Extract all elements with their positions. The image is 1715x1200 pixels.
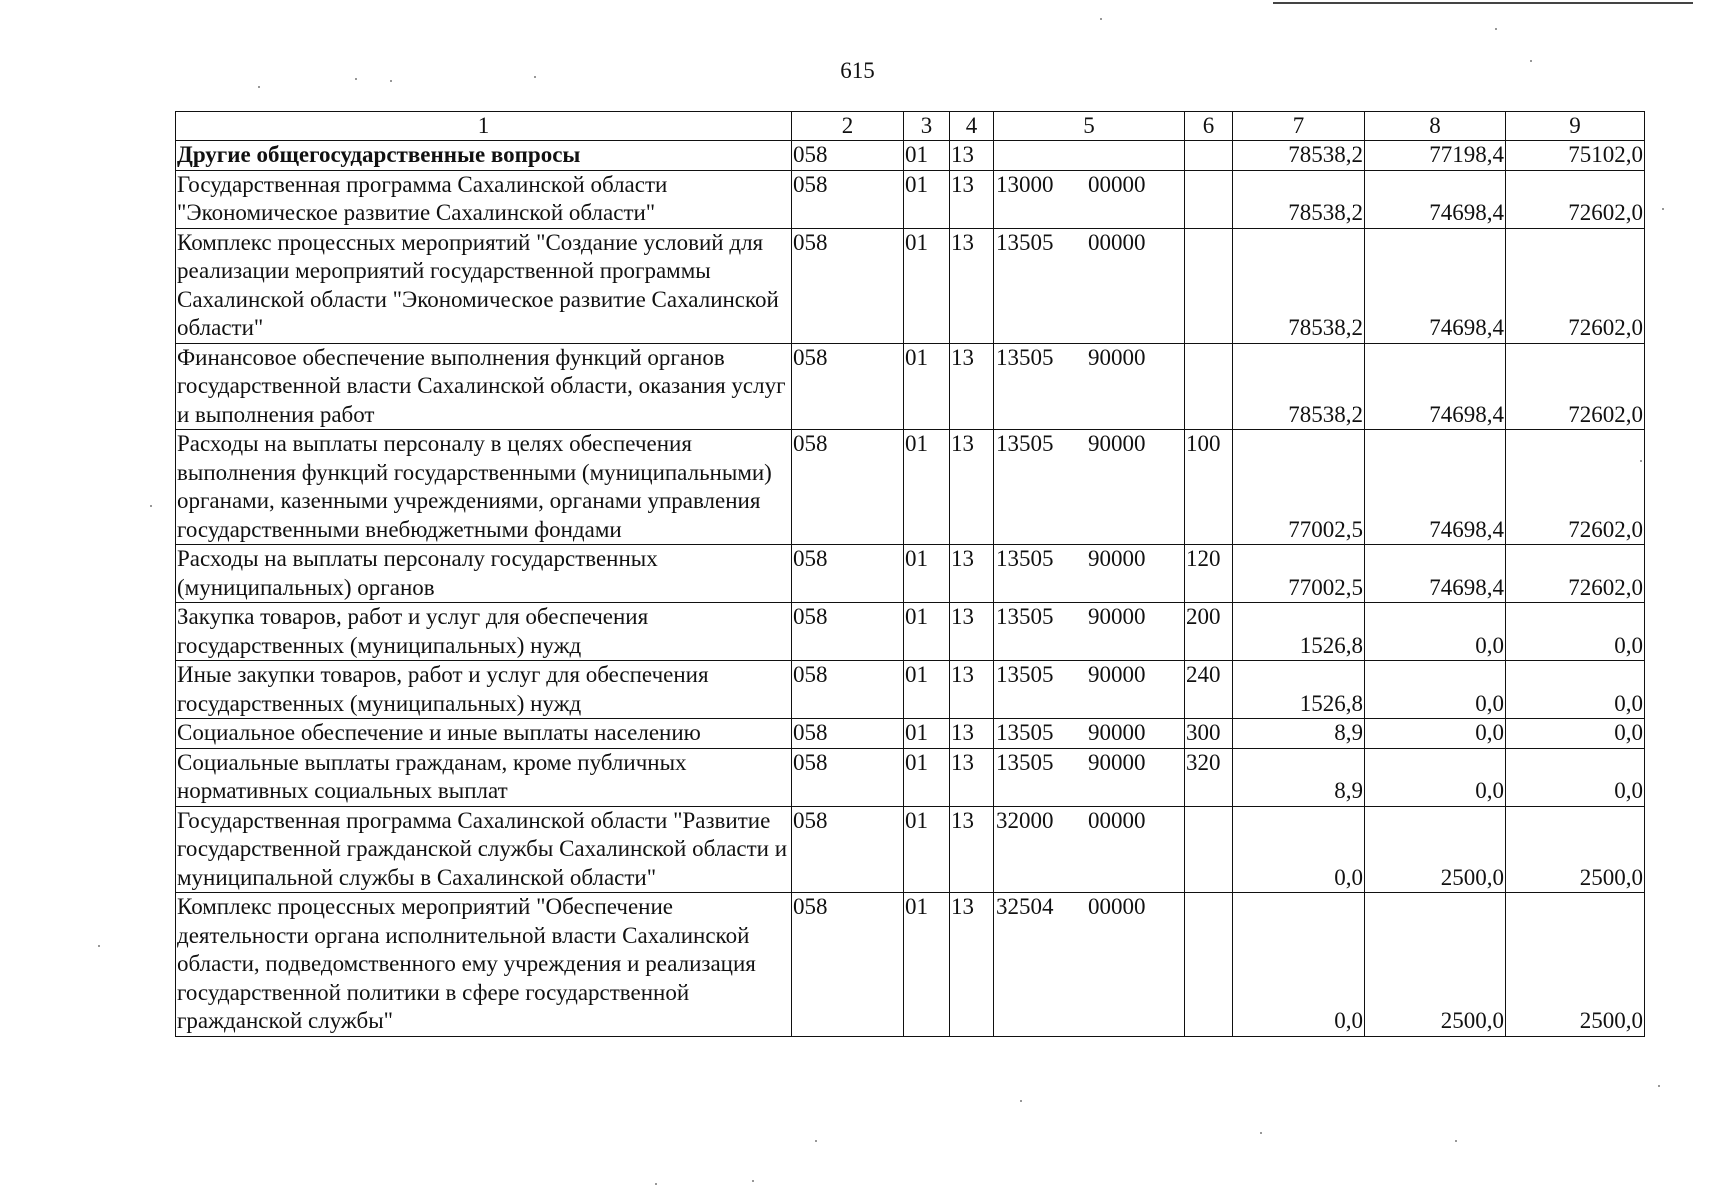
table-row: [176, 806, 1645, 893]
amount-col9: 0,0: [1506, 748, 1645, 806]
table-row: [176, 748, 1645, 806]
cell-col2: 058: [792, 430, 904, 545]
cell-col5-target-article: [994, 228, 1185, 343]
scan-speck: [1495, 28, 1497, 30]
scan-speck: [1640, 460, 1642, 462]
target-article-direction-code: 90000: [1088, 662, 1146, 687]
amount-col8: 0,0: [1365, 603, 1506, 661]
row-name: Социальные выплаты гражданам, кроме публичных нормативных социальных выплат: [176, 748, 792, 806]
cell-col6: 320: [1185, 748, 1233, 806]
cell-col2: 058: [792, 893, 904, 1037]
scan-speck: [390, 80, 392, 82]
target-article-direction-code: 90000: [1088, 604, 1146, 629]
cell-col6: 200: [1185, 603, 1233, 661]
amount-col7: 78538,2: [1233, 343, 1365, 430]
amount-col7: 0,0: [1233, 893, 1365, 1037]
scan-speck: [1658, 1085, 1660, 1087]
table-row: [176, 430, 1645, 545]
target-article-direction-code: 00000: [1088, 894, 1146, 919]
amount-col7: 1526,8: [1233, 603, 1365, 661]
cell-col5-target-article: [994, 661, 1185, 719]
scan-speck: [150, 505, 152, 507]
amount-col7: 77002,5: [1233, 545, 1365, 603]
target-article-program-code: 13000: [996, 171, 1054, 197]
amount-col9: 0,0: [1506, 661, 1645, 719]
scan-speck: [1260, 1132, 1262, 1134]
cell-col3: 01: [904, 141, 950, 171]
cell-col2: 058: [792, 719, 904, 749]
scan-speck: [98, 945, 100, 947]
column-header-8: 8: [1365, 112, 1506, 141]
cell-col2: 058: [792, 806, 904, 893]
cell-col4: 13: [950, 748, 994, 806]
cell-col3: 01: [904, 806, 950, 893]
cell-col2: 058: [792, 603, 904, 661]
table-row: [176, 141, 1645, 171]
cell-col4: 13: [950, 170, 994, 228]
cell-col4: 13: [950, 719, 994, 749]
cell-col2: 058: [792, 343, 904, 430]
cell-col6: [1185, 141, 1233, 171]
target-article-program-code: 32000: [996, 807, 1054, 833]
row-name: Государственная программа Сахалинской области "Экономическое развитие Сахалинской области": [176, 170, 792, 228]
scan-speck: [1020, 1100, 1022, 1102]
target-article-program-code: 13505: [996, 720, 1054, 745]
cell-col3: 01: [904, 228, 950, 343]
column-header-9: 9: [1506, 112, 1645, 141]
amount-col9: 0,0: [1506, 719, 1645, 749]
amount-col8: 74698,4: [1365, 170, 1506, 228]
cell-col3: 01: [904, 603, 950, 661]
column-header-3: 3: [904, 112, 950, 141]
row-name: Финансовое обеспечение выполнения функций органов государственной власти Сахалинской области, оказания услуг и выполнения работ: [176, 343, 792, 430]
target-article-direction-code: 90000: [1088, 720, 1146, 745]
target-article-direction-code: 90000: [1088, 344, 1146, 370]
amount-col7: 78538,2: [1233, 141, 1365, 171]
amount-col9: 75102,0: [1506, 141, 1645, 171]
budget-table: [175, 111, 1645, 1037]
column-header-4: 4: [950, 112, 994, 141]
cell-col3: 01: [904, 343, 950, 430]
cell-col5-target-article: [994, 545, 1185, 603]
scan-speck: [1530, 60, 1532, 62]
row-name: Государственная программа Сахалинской области "Развитие государственной гражданской службы Сахалинской области и муниципальной службы в Сахалинской области": [176, 806, 792, 893]
scan-speck: [355, 78, 357, 80]
scan-speck: [815, 1140, 817, 1142]
cell-col4: 13: [950, 661, 994, 719]
amount-col7: 78538,2: [1233, 228, 1365, 343]
cell-col3: 01: [904, 170, 950, 228]
row-name: Социальное обеспечение и иные выплаты населению: [176, 719, 792, 749]
cell-col5-target-article: [994, 893, 1185, 1037]
cell-col5-target-article: [994, 603, 1185, 661]
target-article-program-code: 13505: [996, 229, 1054, 255]
amount-col8: 74698,4: [1365, 545, 1506, 603]
target-article-direction-code: 90000: [1088, 546, 1146, 571]
cell-col5-target-article: [994, 806, 1185, 893]
table-body: [176, 112, 1645, 1037]
amount-col9: 2500,0: [1506, 893, 1645, 1037]
target-article-direction-code: 00000: [1088, 807, 1146, 833]
row-name: Комплекс процессных мероприятий "Создание условий для реализации мероприятий государственной программы Сахалинской области "Экономическое развитие Сахалинской области": [176, 228, 792, 343]
amount-col7: 8,9: [1233, 748, 1365, 806]
cell-col6: 120: [1185, 545, 1233, 603]
cell-col5-target-article: [994, 430, 1185, 545]
table-row: [176, 719, 1645, 749]
cell-col3: 01: [904, 661, 950, 719]
amount-col9: 72602,0: [1506, 343, 1645, 430]
header-row: [176, 112, 1645, 141]
amount-col8: 0,0: [1365, 748, 1506, 806]
table-row: [176, 228, 1645, 343]
cell-col4: 13: [950, 430, 994, 545]
page-number: 615: [840, 58, 875, 83]
column-header-1: 1: [176, 112, 792, 141]
cell-col3: 01: [904, 893, 950, 1037]
amount-col7: 0,0: [1233, 806, 1365, 893]
cell-col2: 058: [792, 170, 904, 228]
cell-col6: [1185, 228, 1233, 343]
cell-col6: 240: [1185, 661, 1233, 719]
amount-col9: 72602,0: [1506, 430, 1645, 545]
row-name: Расходы на выплаты персоналу в целях обеспечения выполнения функций государственными (муниципальными) органами, казенными учреждениями, органами управления государственными внебюджетными фондами: [176, 430, 792, 545]
cell-col2: 058: [792, 228, 904, 343]
target-article-program-code: 13505: [996, 344, 1054, 370]
cell-col6: [1185, 806, 1233, 893]
amount-col8: 0,0: [1365, 661, 1506, 719]
table-row: [176, 545, 1645, 603]
row-name: Другие общегосударственные вопросы: [176, 141, 792, 171]
column-header-6: 6: [1185, 112, 1233, 141]
scan-speck: [1455, 1140, 1457, 1142]
cell-col6: [1185, 893, 1233, 1037]
table-row: [176, 893, 1645, 1037]
target-article-direction-code: 90000: [1088, 431, 1146, 456]
cell-col4: 13: [950, 141, 994, 171]
column-header-7: 7: [1233, 112, 1365, 141]
cell-col6: [1185, 170, 1233, 228]
cell-col4: 13: [950, 545, 994, 603]
cell-col4: 13: [950, 343, 994, 430]
table-row: [176, 603, 1645, 661]
target-article-direction-code: 90000: [1088, 749, 1146, 775]
column-header-2: 2: [792, 112, 904, 141]
target-article-program-code: 13505: [996, 749, 1054, 775]
scan-speck: [258, 86, 260, 88]
cell-col4: 13: [950, 806, 994, 893]
row-name: Комплекс процессных мероприятий "Обеспечение деятельности органа исполнительной власти Сахалинской области, подведомственного ему учреждения и реализация государственной политики в сфере государственной гражданской службы": [176, 893, 792, 1037]
cell-col5-target-article: [994, 170, 1185, 228]
cell-col2: 058: [792, 545, 904, 603]
scan-speck: [752, 1180, 754, 1182]
amount-col9: 72602,0: [1506, 228, 1645, 343]
target-article-program-code: 32504: [996, 894, 1054, 919]
scan-speck: [534, 76, 536, 78]
amount-col7: 78538,2: [1233, 170, 1365, 228]
amount-col7: 1526,8: [1233, 661, 1365, 719]
cell-col4: 13: [950, 893, 994, 1037]
amount-col8: 0,0: [1365, 719, 1506, 749]
scan-edge-line: [1273, 2, 1693, 4]
column-header-5: 5: [994, 112, 1185, 141]
scan-speck: [1100, 18, 1102, 20]
amount-col9: 2500,0: [1506, 806, 1645, 893]
row-name: Закупка товаров, работ и услуг для обеспечения государственных (муниципальных) нужд: [176, 603, 792, 661]
target-article-direction-code: 00000: [1088, 171, 1146, 197]
amount-col9: 0,0: [1506, 603, 1645, 661]
cell-col5-target-article: [994, 343, 1185, 430]
cell-col3: 01: [904, 545, 950, 603]
amount-col8: 74698,4: [1365, 343, 1506, 430]
amount-col7: 8,9: [1233, 719, 1365, 749]
target-article-program-code: 13505: [996, 662, 1054, 687]
target-article-program-code: 13505: [996, 431, 1054, 456]
cell-col5-target-article: [994, 141, 1185, 171]
target-article-program-code: 13505: [996, 546, 1054, 571]
amount-col8: 74698,4: [1365, 228, 1506, 343]
amount-col8: 74698,4: [1365, 430, 1506, 545]
amount-col8: 77198,4: [1365, 141, 1506, 171]
cell-col3: 01: [904, 719, 950, 749]
amount-col9: 72602,0: [1506, 170, 1645, 228]
cell-col2: 058: [792, 748, 904, 806]
cell-col2: 058: [792, 141, 904, 171]
cell-col5-target-article: [994, 748, 1185, 806]
table-row: [176, 170, 1645, 228]
cell-col6: 100: [1185, 430, 1233, 545]
target-article-program-code: 13505: [996, 604, 1054, 629]
amount-col7: 77002,5: [1233, 430, 1365, 545]
amount-col8: 2500,0: [1365, 893, 1506, 1037]
cell-col6: 300: [1185, 719, 1233, 749]
row-name: Иные закупки товаров, работ и услуг для обеспечения государственных (муниципальных) нужд: [176, 661, 792, 719]
table-row: [176, 661, 1645, 719]
scan-speck: [655, 1183, 657, 1185]
cell-col3: 01: [904, 430, 950, 545]
cell-col4: 13: [950, 228, 994, 343]
table-row: [176, 343, 1645, 430]
cell-col4: 13: [950, 603, 994, 661]
scan-speck: [1662, 208, 1664, 210]
cell-col6: [1185, 343, 1233, 430]
cell-col2: 058: [792, 661, 904, 719]
amount-col9: 72602,0: [1506, 545, 1645, 603]
row-name: Расходы на выплаты персоналу государственных (муниципальных) органов: [176, 545, 792, 603]
target-article-direction-code: 00000: [1088, 229, 1146, 255]
amount-col8: 2500,0: [1365, 806, 1506, 893]
cell-col3: 01: [904, 748, 950, 806]
cell-col5-target-article: [994, 719, 1185, 749]
